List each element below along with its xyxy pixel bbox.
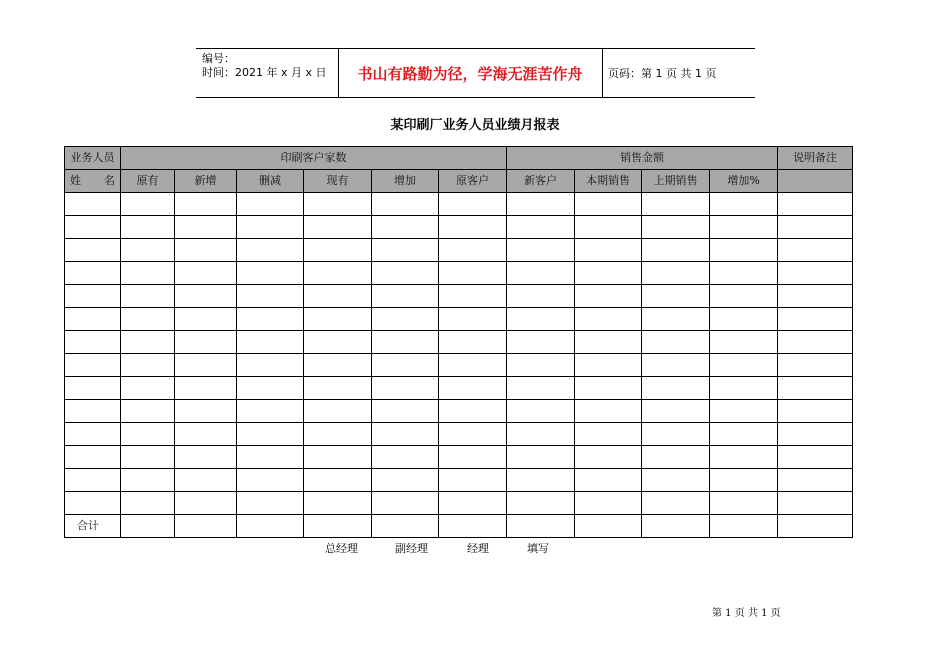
table-cell[interactable] (237, 239, 304, 262)
table-cell[interactable] (710, 285, 778, 308)
table-cell[interactable] (507, 216, 575, 239)
total-cell[interactable] (121, 515, 175, 538)
table-cell[interactable] (65, 216, 121, 239)
table-cell[interactable] (175, 193, 237, 216)
table-cell[interactable] (304, 308, 372, 331)
total-cell[interactable] (575, 515, 642, 538)
table-cell[interactable] (304, 400, 372, 423)
table-cell[interactable] (372, 193, 439, 216)
table-cell[interactable] (121, 354, 175, 377)
table-cell[interactable] (237, 262, 304, 285)
table-cell[interactable] (304, 492, 372, 515)
table-cell[interactable] (304, 331, 372, 354)
table-row (65, 377, 853, 400)
table-cell[interactable] (710, 331, 778, 354)
table-cell[interactable] (372, 377, 439, 400)
table-cell[interactable] (642, 423, 710, 446)
table-cell[interactable] (642, 216, 710, 239)
page-title: 某印刷厂业务人员业绩月报表 (390, 118, 560, 133)
table-cell[interactable] (439, 377, 507, 400)
total-row (65, 515, 853, 538)
total-cell[interactable] (304, 515, 372, 538)
table-cell[interactable] (439, 354, 507, 377)
table-cell[interactable] (175, 354, 237, 377)
table-cell[interactable] (642, 377, 710, 400)
table-cell[interactable] (575, 308, 642, 331)
table-cell[interactable] (778, 469, 853, 492)
table-cell[interactable] (304, 193, 372, 216)
notes-subheader (778, 170, 853, 193)
table-cell[interactable] (439, 216, 507, 239)
table-cell[interactable] (372, 285, 439, 308)
table-cell[interactable] (507, 331, 575, 354)
table-cell[interactable] (65, 354, 121, 377)
table-cell[interactable] (439, 446, 507, 469)
table-cell[interactable] (507, 239, 575, 262)
table-cell[interactable] (237, 446, 304, 469)
table-cell[interactable] (507, 400, 575, 423)
table-cell[interactable] (65, 492, 121, 515)
table-cell[interactable] (237, 354, 304, 377)
table-cell[interactable] (121, 469, 175, 492)
page-footer: 第 1 页 共 1 页 (712, 608, 781, 619)
table-cell[interactable] (175, 331, 237, 354)
table-cell[interactable] (175, 446, 237, 469)
table-cell[interactable] (121, 400, 175, 423)
table-cell[interactable] (778, 308, 853, 331)
column-header: 增加% (710, 170, 778, 193)
table-cell[interactable] (575, 492, 642, 515)
header-divider (602, 49, 603, 97)
column-header: 新客户 (507, 170, 575, 193)
table-row (65, 239, 853, 262)
table-cell[interactable] (372, 308, 439, 331)
time-label: 时间：2021 年 x 月 x 日 (202, 66, 327, 79)
table-row (65, 262, 853, 285)
table-cell[interactable] (237, 469, 304, 492)
table-cell[interactable] (304, 216, 372, 239)
table-cell[interactable] (65, 400, 121, 423)
table-cell[interactable] (65, 423, 121, 446)
table-cell[interactable] (507, 262, 575, 285)
table-cell[interactable] (778, 400, 853, 423)
table-cell[interactable] (304, 377, 372, 400)
table-cell[interactable] (507, 193, 575, 216)
table-cell[interactable] (710, 377, 778, 400)
table-row (65, 331, 853, 354)
table-cell[interactable] (507, 469, 575, 492)
table-cell[interactable] (778, 239, 853, 262)
total-cell[interactable] (642, 515, 710, 538)
table-cell[interactable] (439, 285, 507, 308)
table-cell[interactable] (175, 262, 237, 285)
table-cell[interactable] (372, 239, 439, 262)
table-cell[interactable] (778, 377, 853, 400)
table-cell[interactable] (710, 193, 778, 216)
table-row (65, 469, 853, 492)
table-cell[interactable] (778, 193, 853, 216)
table-cell[interactable] (372, 331, 439, 354)
header-meta (202, 52, 327, 80)
table-cell[interactable] (65, 469, 121, 492)
table-cell[interactable] (175, 469, 237, 492)
table-cell[interactable] (778, 492, 853, 515)
table-cell[interactable] (304, 469, 372, 492)
table-cell[interactable] (121, 492, 175, 515)
table-cell[interactable] (778, 216, 853, 239)
table-cell[interactable] (575, 216, 642, 239)
table-cell[interactable] (372, 216, 439, 239)
table-cell[interactable] (507, 354, 575, 377)
table-cell[interactable] (175, 377, 237, 400)
table-cell[interactable] (575, 285, 642, 308)
table-cell[interactable] (175, 308, 237, 331)
column-header: 现有 (304, 170, 372, 193)
table-cell[interactable] (710, 469, 778, 492)
document-header (196, 48, 755, 98)
total-cell[interactable] (175, 515, 237, 538)
table-cell[interactable] (439, 331, 507, 354)
table-cell[interactable] (575, 331, 642, 354)
table-cell[interactable] (642, 331, 710, 354)
table-row (65, 308, 853, 331)
signature-general-manager: 总经理 (325, 542, 358, 555)
number-label: 编号： (202, 52, 235, 65)
table-cell[interactable] (642, 193, 710, 216)
table-cell[interactable] (439, 262, 507, 285)
table-cell[interactable] (439, 492, 507, 515)
table-cell[interactable] (372, 262, 439, 285)
page-code: 页码：第 1 页 共 1 页 (608, 67, 717, 80)
table-cell[interactable] (121, 446, 175, 469)
table-cell[interactable] (642, 446, 710, 469)
table-cell[interactable] (121, 308, 175, 331)
table-cell[interactable] (121, 193, 175, 216)
table-cell[interactable] (121, 377, 175, 400)
table-cell[interactable] (575, 262, 642, 285)
table-cell[interactable] (65, 239, 121, 262)
table-cell[interactable] (304, 262, 372, 285)
table-cell[interactable] (372, 354, 439, 377)
table-cell[interactable] (778, 446, 853, 469)
column-header: 原有 (121, 170, 175, 193)
table-cell[interactable] (372, 423, 439, 446)
table-cell[interactable] (237, 216, 304, 239)
table-cell[interactable] (710, 308, 778, 331)
signature-deputy-manager: 副经理 (395, 542, 428, 555)
table-cell[interactable] (642, 492, 710, 515)
table-cell[interactable] (575, 469, 642, 492)
table-cell[interactable] (237, 331, 304, 354)
table-cell[interactable] (575, 377, 642, 400)
table-cell[interactable] (642, 239, 710, 262)
table-cell[interactable] (65, 377, 121, 400)
group-header-row (65, 147, 853, 170)
table-cell[interactable] (642, 308, 710, 331)
table-cell[interactable] (372, 400, 439, 423)
table-cell[interactable] (237, 492, 304, 515)
table-cell[interactable] (507, 492, 575, 515)
table-cell[interactable] (710, 216, 778, 239)
total-label: 合计 (65, 515, 121, 538)
table-cell[interactable] (507, 423, 575, 446)
performance-table (64, 146, 853, 538)
clients-header: 印刷客户家数 (121, 147, 507, 170)
table-cell[interactable] (121, 239, 175, 262)
table-cell[interactable] (439, 469, 507, 492)
table-cell[interactable] (237, 285, 304, 308)
table-cell[interactable] (575, 193, 642, 216)
table-cell[interactable] (372, 469, 439, 492)
total-cell[interactable] (439, 515, 507, 538)
table-cell[interactable] (65, 285, 121, 308)
total-cell[interactable] (507, 515, 575, 538)
total-cell[interactable] (237, 515, 304, 538)
table-cell[interactable] (575, 354, 642, 377)
sub-header-row (65, 170, 853, 193)
column-header: 增加 (372, 170, 439, 193)
column-header: 新增 (175, 170, 237, 193)
table-cell[interactable] (121, 216, 175, 239)
table-row (65, 285, 853, 308)
table-cell[interactable] (642, 469, 710, 492)
table-cell[interactable] (65, 446, 121, 469)
table-row (65, 400, 853, 423)
table-cell[interactable] (507, 377, 575, 400)
total-cell[interactable] (372, 515, 439, 538)
table-cell[interactable] (304, 239, 372, 262)
table-row (65, 423, 853, 446)
table-cell[interactable] (237, 400, 304, 423)
table-row (65, 446, 853, 469)
table-cell[interactable] (439, 239, 507, 262)
table-cell[interactable] (778, 285, 853, 308)
table-cell[interactable] (710, 400, 778, 423)
table-cell[interactable] (575, 423, 642, 446)
table-cell[interactable] (710, 423, 778, 446)
table-cell[interactable] (304, 423, 372, 446)
table-cell[interactable] (439, 308, 507, 331)
table-cell[interactable] (65, 308, 121, 331)
table-cell[interactable] (304, 354, 372, 377)
table-cell[interactable] (65, 193, 121, 216)
table-cell[interactable] (710, 262, 778, 285)
notes-header: 说明备注 (778, 147, 853, 170)
name-header: 姓名 (65, 170, 121, 193)
table-row (65, 492, 853, 515)
table-cell[interactable] (642, 262, 710, 285)
table-cell[interactable] (175, 285, 237, 308)
table-cell[interactable] (642, 285, 710, 308)
header-motto: 书山有路勤为径，学海无涯苦作舟 (357, 64, 583, 83)
table-row (65, 216, 853, 239)
table-cell[interactable] (121, 423, 175, 446)
table-row (65, 354, 853, 377)
table-cell[interactable] (710, 239, 778, 262)
table-cell[interactable] (575, 400, 642, 423)
table-cell[interactable] (175, 400, 237, 423)
table-cell[interactable] (175, 423, 237, 446)
table-cell[interactable] (121, 331, 175, 354)
table-cell[interactable] (710, 492, 778, 515)
table-cell[interactable] (778, 354, 853, 377)
table-cell[interactable] (237, 308, 304, 331)
table-cell[interactable] (439, 423, 507, 446)
table-cell[interactable] (65, 331, 121, 354)
table-cell[interactable] (372, 492, 439, 515)
table-cell[interactable] (642, 400, 710, 423)
table-cell[interactable] (121, 285, 175, 308)
signature-manager: 经理 (467, 542, 489, 555)
salesperson-header: 业务人员 (65, 147, 121, 170)
table-cell[interactable] (710, 354, 778, 377)
table-cell[interactable] (65, 262, 121, 285)
table-cell[interactable] (237, 423, 304, 446)
table-cell[interactable] (575, 446, 642, 469)
table-cell[interactable] (778, 331, 853, 354)
table-cell[interactable] (778, 423, 853, 446)
table-cell[interactable] (642, 354, 710, 377)
table-cell[interactable] (237, 377, 304, 400)
total-cell[interactable] (710, 515, 778, 538)
table-cell[interactable] (175, 216, 237, 239)
column-header: 本期销售 (575, 170, 642, 193)
table-cell[interactable] (507, 285, 575, 308)
table-cell[interactable] (439, 193, 507, 216)
total-cell[interactable] (778, 515, 853, 538)
table-cell[interactable] (507, 446, 575, 469)
table-cell[interactable] (710, 446, 778, 469)
column-header: 上期销售 (642, 170, 710, 193)
table-cell[interactable] (507, 308, 575, 331)
table-cell[interactable] (372, 446, 439, 469)
signature-filler: 填写 (527, 542, 549, 555)
table-cell[interactable] (175, 492, 237, 515)
table-row (65, 193, 853, 216)
column-header: 原客户 (439, 170, 507, 193)
table-cell[interactable] (439, 400, 507, 423)
column-header: 删减 (237, 170, 304, 193)
table-cell[interactable] (121, 262, 175, 285)
table-cell[interactable] (237, 193, 304, 216)
table-cell[interactable] (575, 239, 642, 262)
table-cell[interactable] (304, 446, 372, 469)
table-cell[interactable] (778, 262, 853, 285)
table-cell[interactable] (175, 239, 237, 262)
table-cell[interactable] (304, 285, 372, 308)
sales-header: 销售金额 (507, 147, 778, 170)
